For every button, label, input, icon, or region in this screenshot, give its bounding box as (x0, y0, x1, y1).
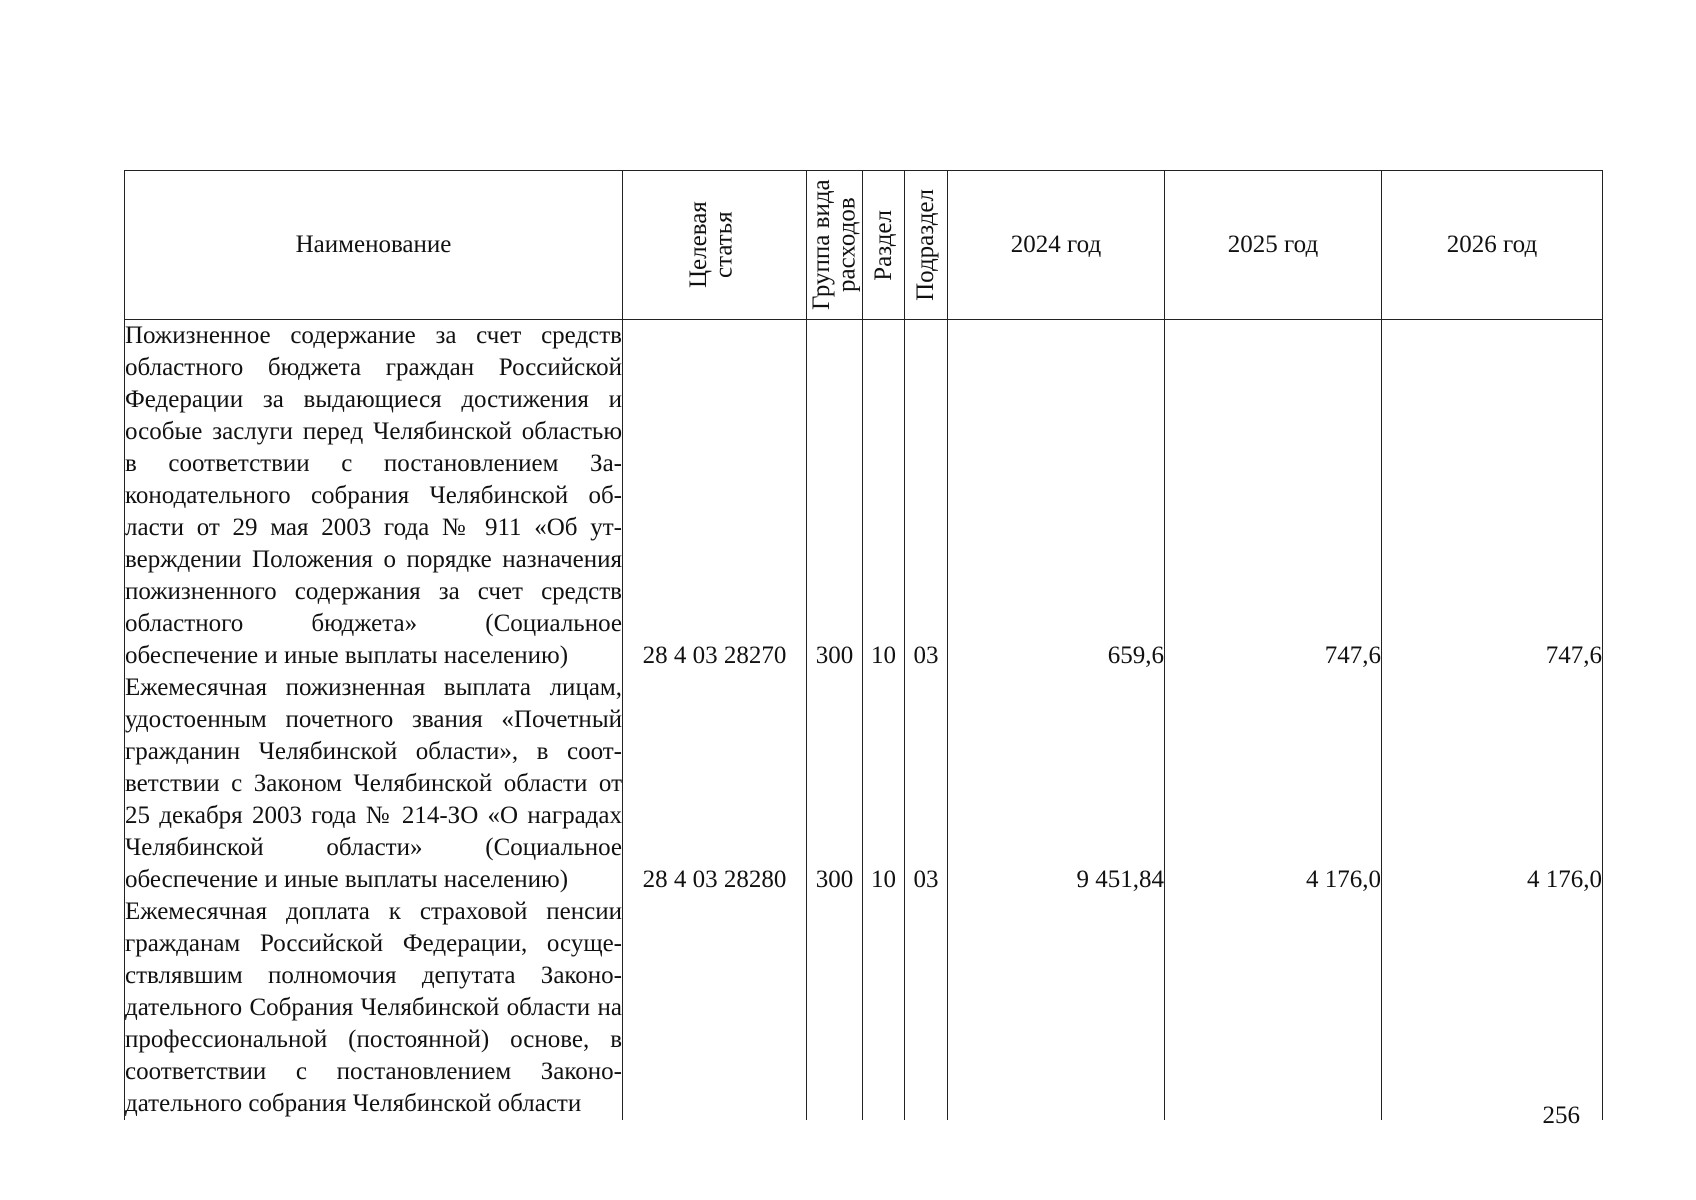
row-target-article: 28 4 03 28280 (623, 672, 807, 896)
row-value-2024: 9 451,84 (948, 672, 1165, 896)
row-expense-group: 300 (807, 320, 863, 673)
row-section: 10 (863, 672, 905, 896)
header-expense-group: Группа вида расходов (807, 171, 863, 320)
table-header-row (125, 171, 1603, 320)
header-name: Наименование (125, 171, 623, 320)
row-name: Ежемесячная пожизненная выплата лицам, удостоенным почетного звания «Почетный гражданин Челябинской области», в соответствии с Законом Челябинской области от 25 декабря 2003 года № 214-ЗО «О наградах Челябинской области» (Социальное обеспечение и иные выплаты населению) (125, 672, 623, 896)
row-subsection: 03 (905, 672, 948, 896)
row-subsection (905, 896, 948, 1120)
row-value-2025 (1165, 896, 1382, 1120)
budget-table (124, 170, 1603, 1120)
table-row (125, 672, 1603, 896)
header-target-article: Целевая статья (623, 171, 807, 320)
row-value-2024 (948, 896, 1165, 1120)
header-section: Раздел (863, 171, 905, 320)
header-2026: 2026 год (1382, 171, 1603, 320)
row-value-2026 (1382, 896, 1603, 1120)
header-2025: 2025 год (1165, 171, 1382, 320)
row-target-article (623, 896, 807, 1120)
row-section (863, 896, 905, 1120)
header-subsection: Подраздел (905, 171, 948, 320)
row-name: Ежемесячная доплата к страховой пенсии гражданам Российской Федерации, осуществлявшим полномочия депутата Законодательного Собрания Челябинской области на профессиональной (постоянной) основе, в соответствии с постановлением Законодательного собрания Челябинской области (125, 896, 623, 1120)
row-section: 10 (863, 320, 905, 673)
table-row (125, 320, 1603, 673)
row-value-2026: 747,6 (1382, 320, 1603, 673)
row-value-2025: 4 176,0 (1165, 672, 1382, 896)
row-target-article: 28 4 03 28270 (623, 320, 807, 673)
page-number: 256 (1542, 1102, 1580, 1129)
row-name: Пожизненное содержание за счет средств областного бюджета граждан Российской Федерации за выдающиеся достижения и особые заслуги перед Челябинской областью в соответствии с постановлением Законодательного собрания Челябинской области от 29 мая 2003 года № 911 «Об утверждении Положения о порядке назначения пожизненного содержания за счет средств областного бюджета» (Социальное обеспечение и иные выплаты населению) (125, 320, 623, 673)
header-2024: 2024 год (948, 171, 1165, 320)
row-value-2026: 4 176,0 (1382, 672, 1603, 896)
table-row (125, 896, 1603, 1120)
row-value-2024: 659,6 (948, 320, 1165, 673)
row-expense-group (807, 896, 863, 1120)
row-subsection: 03 (905, 320, 948, 673)
row-value-2025: 747,6 (1165, 320, 1382, 673)
row-expense-group: 300 (807, 672, 863, 896)
